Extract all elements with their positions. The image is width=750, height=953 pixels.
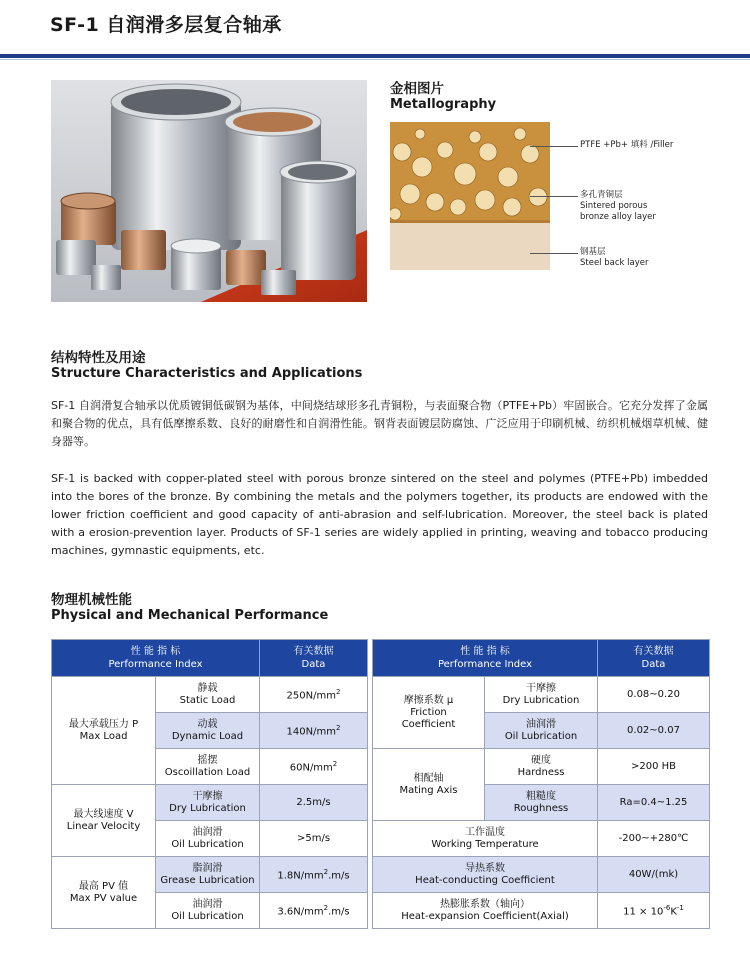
heat-conducting-en: Heat-conducting Coefficient (415, 874, 555, 886)
pv-grease-cell (156, 857, 260, 893)
callout-bronze-en2: bronze alloy layer (580, 212, 656, 222)
callout-bronze-en: Sintered porous (580, 201, 648, 211)
dynamic-load-value: $140N/mm^2$ (260, 713, 368, 749)
mating-axis-cell (373, 749, 485, 821)
heat-expansion-en: Heat-expansion Coefficient(Axial) (401, 910, 569, 922)
velocity-oil-en: Oil Lubrication (171, 838, 244, 850)
heat-conducting-value: 40W/(mk) (598, 857, 710, 893)
pv-grease-value: $1.8N/mm^2.m/s$ (260, 857, 368, 893)
dynamic-load-en: Dynamic Load (171, 730, 244, 742)
pv-en: Max PV value (69, 892, 138, 904)
friction-dry-cell (485, 677, 598, 713)
friction-cn: 摩擦系数 μ (403, 694, 454, 706)
velocity-dry-value: 2.5m/s (260, 785, 368, 821)
header-index-cn: 性 能 指 标 (130, 646, 181, 657)
header-index-cn: 性 能 指 标 (460, 646, 510, 657)
max-load-en: Max Load (79, 730, 128, 742)
product-photo (51, 80, 367, 302)
pv-grease-en: Grease Lubrication (160, 874, 255, 886)
hardness-en: Hardness (517, 766, 565, 778)
header-index-en: Performance Index (108, 659, 203, 670)
table-row (52, 677, 710, 713)
friction-cell (373, 677, 485, 749)
friction-en1: Friction (410, 706, 447, 718)
structure-paragraph-cn: SF-1 自润滑复合轴承以优质镀铜低碳钢为基体，中间烧结球形多孔青铜粉，与表面聚合物（PTFE+Pb）牢固嵌合。它充分发挥了金属和聚合物的优点，具有低摩擦系数、良好的耐磨性和自润滑性能。钢背表面镀层防腐蚀、广泛应用于印刷机械、纺织机械烟草机械、健身器等。 (51, 399, 708, 448)
pv-oil-cn: 油润滑 (192, 898, 223, 910)
heat-conducting-cn: 导热系数 (465, 862, 505, 874)
oscillation-load-cn: 摇摆 (197, 754, 218, 766)
header-data-en: Data (301, 659, 326, 670)
oscillation-load-cell (156, 749, 260, 785)
dynamic-load-cn: 动载 (197, 718, 218, 730)
temperature-cell (373, 821, 598, 857)
hardness-cell (485, 749, 598, 785)
heat-expansion-cell (373, 893, 598, 929)
static-load-cell (156, 677, 260, 713)
friction-dry-en: Dry Lubrication (502, 694, 580, 706)
page-title: SF-1 自润滑多层复合轴承 (50, 14, 282, 36)
velocity-cell (52, 785, 156, 857)
table-gap (368, 785, 373, 821)
header-data-cn: 有关数据 (633, 646, 674, 657)
table-gap (368, 713, 373, 749)
hardness-value: >200 HB (598, 749, 710, 785)
roughness-value: Ra=0.4~1.25 (598, 785, 710, 821)
header-index-right (373, 640, 598, 677)
performance-table (51, 639, 710, 929)
static-load-en: Static Load (179, 694, 236, 706)
header-data-en: Data (641, 659, 666, 670)
callout-line-bronze (530, 196, 578, 197)
header-index-left (52, 640, 260, 677)
pv-cell (52, 857, 156, 929)
static-load-value: $250N/mm^2$ (260, 677, 368, 713)
heat-expansion-value: $11 \times 10^{-6}K^{-1}$ (598, 893, 710, 929)
structure-title-en: Structure Characteristics and Applications (51, 366, 363, 381)
metallography-title-cn: 金相图片 (390, 81, 444, 97)
velocity-oil-value: >5m/s (260, 821, 368, 857)
oscillation-load-value: $60N/mm^2$ (260, 749, 368, 785)
header-index-en: Performance Index (437, 659, 533, 670)
metallography-title-en: Metallography (390, 97, 497, 112)
pv-oil-value: $3.6N/mm^2.m/s$ (260, 893, 368, 929)
callout-steel (580, 247, 648, 269)
structure-paragraph-en: SF-1 is backed with copper-plated steel with porous bronze sintered on the steel and polymes (PTFE+Pb) imbedded into the bores of the bronze. By combining the metals and the polymers together, its products are endowed with the lower friction coefficient and good capacity of anti-abrasion and self-lubrication. Moreover, the steel back is plated with a erosion-prevention layer. Products of SF-1 series are widely applied in printing, weaving and tobacco producing machines, gymnastic equipments, etc. (51, 472, 708, 557)
temperature-en: Working Temperature (431, 838, 539, 850)
velocity-dry-cn: 干摩擦 (192, 790, 223, 802)
header-data-cn: 有关数据 (293, 646, 334, 657)
static-load-cn: 静载 (197, 682, 218, 694)
metallography-image (390, 122, 550, 270)
friction-oil-value: 0.02~0.07 (598, 713, 710, 749)
callout-filler: PTFE +Pb+ 填料 /Filler (580, 140, 674, 150)
roughness-cell (485, 785, 598, 821)
max-load-cell (52, 677, 156, 785)
velocity-en: Linear Velocity (66, 820, 141, 832)
oscillation-load-en: Oscoillation Load (164, 766, 251, 778)
pv-oil-en: Oil Lubrication (171, 910, 244, 922)
performance-table-wrap (51, 639, 710, 929)
performance-title-cn: 物理机械性能 (51, 592, 132, 608)
heat-conducting-cell (373, 857, 598, 893)
temperature-cn: 工作温度 (465, 826, 505, 838)
max-load-cn: 最大承载压力 P (68, 718, 139, 730)
velocity-dry-cell (156, 785, 260, 821)
velocity-cn: 最大线速度 V (73, 808, 134, 820)
hardness-cn: 硬度 (531, 754, 551, 766)
pv-oil-cell (156, 893, 260, 929)
velocity-oil-cn: 油润滑 (192, 826, 223, 838)
callout-steel-cn: 钢基层 (580, 247, 606, 257)
friction-oil-cell (485, 713, 598, 749)
title-rule (0, 54, 750, 58)
structure-title-cn: 结构特性及用途 (51, 350, 146, 366)
roughness-en: Roughness (513, 802, 569, 814)
mating-axis-en: Mating Axis (399, 784, 458, 796)
title-rule-thin (0, 59, 750, 60)
callout-line-filler (530, 146, 578, 147)
pv-grease-cn: 脂润滑 (192, 862, 223, 874)
performance-title-en: Physical and Mechanical Performance (51, 608, 329, 623)
friction-oil-en: Oil Lubrication (504, 730, 578, 742)
friction-oil-cn: 油润滑 (526, 718, 556, 730)
table-header-row (52, 640, 710, 677)
callout-bronze-cn: 多孔青铜层 (580, 190, 623, 200)
friction-en2: Coefficient (401, 718, 456, 730)
heat-expansion-cn: 热膨胀系数（轴向） (440, 898, 530, 910)
velocity-dry-en: Dry Lubrication (169, 802, 246, 814)
temperature-value: -200~+280℃ (598, 821, 710, 857)
friction-dry-cn: 干摩擦 (526, 682, 556, 694)
dynamic-load-cell (156, 713, 260, 749)
header-data-right (598, 640, 710, 677)
table-row (52, 857, 710, 893)
callout-steel-en: Steel back layer (580, 258, 649, 268)
roughness-cn: 粗糙度 (526, 790, 556, 802)
velocity-oil-cell (156, 821, 260, 857)
pv-cn: 最高 PV 值 (78, 880, 129, 892)
callout-bronze (580, 190, 656, 223)
callout-line-steel (530, 253, 578, 254)
friction-dry-value: 0.08~0.20 (598, 677, 710, 713)
mating-axis-cn: 相配轴 (413, 772, 444, 784)
header-data-left (260, 640, 368, 677)
